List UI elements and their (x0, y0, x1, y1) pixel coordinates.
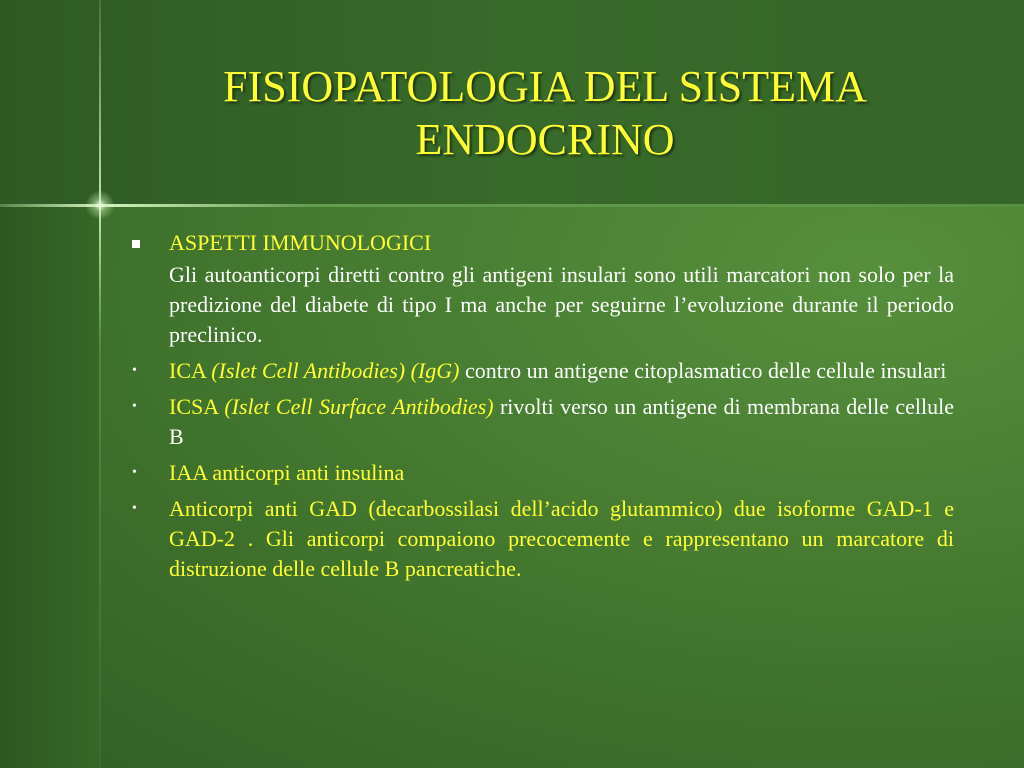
list-item-text: Anticorpi anti GAD (decarbossilasi dell’acido glutammico) due isoforme GAD-1 e GAD-2 . Gli anticorpi compaiono precocemente e rappresentano un marcatore di distruzione delle cellule B pancreatiche. (169, 496, 954, 581)
list-item-gad (130, 494, 954, 584)
square-bullet-icon (132, 240, 140, 248)
list-item-iaa (130, 458, 954, 488)
sparkle-decor-icon (85, 190, 115, 220)
slide-body (130, 228, 954, 590)
antibody-abbr: ICSA (169, 394, 218, 419)
dot-bullet-icon: • (132, 363, 137, 378)
antibody-abbr: ICA (169, 358, 206, 383)
antibody-description: contro un antigene citoplasmatico delle cellule insulari (464, 358, 947, 383)
list-item-ica (130, 356, 954, 386)
dot-bullet-icon: • (132, 501, 137, 516)
antibody-full-name: (Islet Cell Antibodies) (IgG) (211, 358, 460, 383)
list-item-text: IAA anticorpi anti insulina (169, 460, 405, 485)
dot-bullet-icon: • (132, 465, 137, 480)
section-heading: ASPETTI IMMUNOLOGICI (169, 230, 432, 255)
slide-title: FISIOPATOLOGIA DEL SISTEMA ENDOCRINO (223, 62, 867, 164)
list-item-icsa (130, 392, 954, 452)
antibody-description: rivolti verso un antigene di membrana delle cellule B (169, 394, 954, 449)
antibody-full-name: (Islet Cell Surface Antibodies) (224, 394, 494, 419)
dot-bullet-icon: • (132, 399, 137, 414)
intro-paragraph: Gli autoanticorpi diretti contro gli antigeni insulari sono utili marcatori non solo per la predizione del diabete di tipo I ma anche per seguirne l’evoluzione durante il periodo preclinico. (169, 262, 954, 347)
horizontal-accent-line (0, 204, 1024, 207)
section-item (130, 228, 954, 350)
vertical-accent-line (99, 0, 101, 768)
